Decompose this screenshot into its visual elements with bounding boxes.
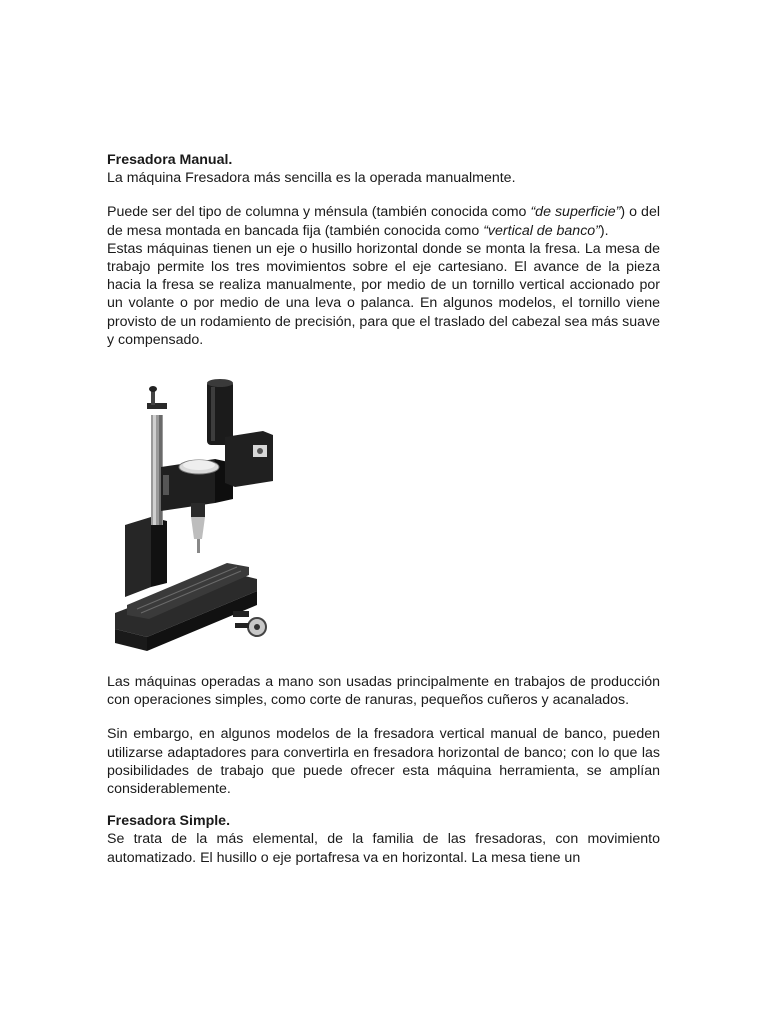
milling-machine-image [107, 375, 273, 667]
paragraph-text: ). [599, 222, 609, 239]
adapters-paragraph: Sin embargo, en algunos modelos de la fresadora vertical manual de banco, pueden utilizarse adaptadores para convertirla en fresadora horizontal de banco; con lo que las posibilidades de trabajo que puede ofrecer esta máquina herramienta, se amplían considerablemente. [107, 726, 660, 798]
document-page [107, 151, 660, 867]
column-type-paragraph [107, 203, 660, 239]
intro-paragraph: La máquina Fresadora más sencilla es la operada manualmente. [107, 170, 516, 187]
milling-machine-photo-icon [107, 375, 273, 667]
section-heading-fresadora-manual: Fresadora Manual. [107, 152, 233, 168]
emphasis-vertical-de-banco: “vertical de banco” [483, 222, 600, 239]
paragraph-text: Puede ser del tipo de columna y ménsula (también conocida como [107, 204, 531, 221]
emphasis-de-superficie: “de superficie” [530, 204, 621, 221]
simple-description-paragraph: Se trata de la más elemental, de la familia de las fresadoras, con movimiento automatizado. El husillo o eje portafresa va en horizontal. La mesa tiene un [107, 831, 660, 866]
paragraph-text: ) o del de mesa montada en bancada fija (también conocida como [107, 204, 660, 239]
section-heading-fresadora-simple: Fresadora Simple. [107, 813, 231, 830]
manual-uses-paragraph: Las máquinas operadas a mano son usadas principalmente en trabajos de producción con operaciones simples, como corte de ranuras, pequeños cuñeros y acanalados. [107, 674, 660, 709]
machine-description-paragraph: Estas máquinas tienen un eje o husillo horizontal donde se monta la fresa. La mesa de trabajo permite los tres movimientos sobre el eje cartesiano. El avance de la pieza hacia la fresa se realiza manualmente, por medio de un tornillo vertical accionado por un volante o por medio de una leva o palanca. En algunos modelos, el tornillo viene provisto de un rodamiento de precisión, para que el traslado del cabezal sea más suave y compensado. [107, 240, 660, 348]
